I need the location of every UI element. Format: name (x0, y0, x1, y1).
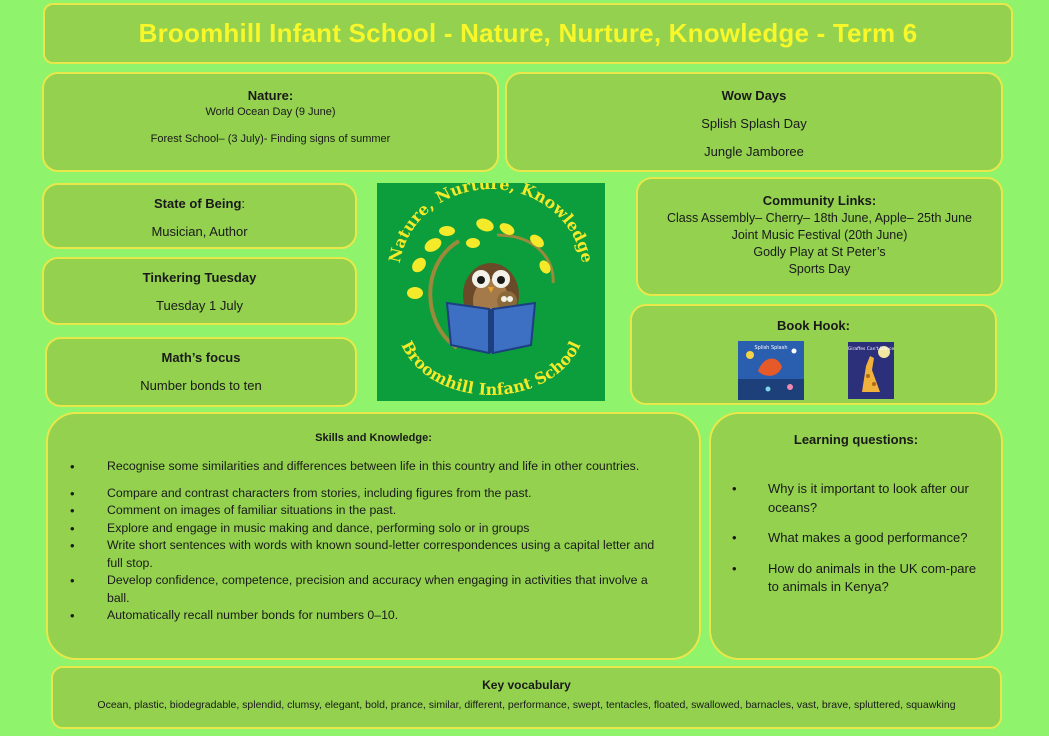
nature-heading: Nature: (247, 88, 294, 103)
nature-item: World Ocean Day (9 June) (205, 106, 336, 118)
svg-text:Splish Splash: Splish Splash (754, 345, 788, 351)
learning-questions-panel (709, 412, 1003, 660)
learning-question-item: • Why is it important to look after our oceans? (711, 480, 1001, 517)
book-hook-heading: Book Hook: (777, 318, 850, 333)
skills-list-item: • Recognise some similarities and differences between life in this country and life in other countries. (48, 458, 699, 476)
community-item: Godly Play at St Peter’s (753, 245, 886, 259)
book-hook-panel (630, 304, 997, 405)
learning-question-item: • What makes a good performance? (711, 529, 1001, 548)
skills-list-item: • Explore and engage in music making and dance, performing solo or in groups (48, 520, 699, 538)
wow-day-item: Splish Splash Day (701, 116, 807, 131)
book-cover-giraffe-icon (848, 342, 894, 399)
skills-list-item: • Automatically recall number bonds for numbers 0–10. (48, 607, 699, 625)
community-item: Sports Day (788, 262, 851, 276)
maths-heading: Math’s focus (161, 350, 241, 365)
community-item: Joint Music Festival (20th June) (731, 228, 908, 242)
community-item: Class Assembly– Cherry– 18th June, Apple– 25th June (666, 211, 973, 225)
wow-days-heading: Wow Days (721, 88, 787, 103)
logo-bottom-text: Broomhill Infant School (397, 337, 585, 400)
skills-knowledge-panel (46, 412, 701, 660)
wow-days-panel (505, 72, 1003, 172)
state-of-being-panel (42, 183, 357, 249)
community-links-panel (636, 177, 1003, 296)
school-logo (377, 183, 605, 401)
title-banner (43, 3, 1013, 64)
tinkering-heading: Tinkering Tuesday (142, 270, 257, 285)
book-cover-ocean-icon (738, 341, 804, 400)
owl-logo-icon (377, 183, 605, 401)
vocabulary-text: Ocean, plastic, biodegradable, splendid, clumsy, elegant, bold, prance, similar, different, performance, swept, tentacles, floated, swallowed, barnacles, vast, brave, spluttered, squawking (97, 699, 956, 711)
page-title: Broomhill Infant School - Nature, Nurture, Knowledge - Term 6 (138, 18, 918, 48)
learning-questions-heading: Learning questions: (793, 432, 919, 447)
vocabulary-heading: Key vocabulary (482, 678, 571, 692)
nature-item: Forest School– (3 July)- Finding signs of summer (150, 133, 391, 145)
skills-list-item: • Write short sentences with words with known sound-letter correspondences using a capital letter and full stop. (48, 537, 699, 572)
state-of-being-heading: State of Being: (153, 196, 246, 211)
wow-day-item: Jungle Jamboree (704, 144, 804, 159)
maths-focus-panel (45, 337, 357, 407)
community-heading: Community Links: (762, 193, 877, 208)
tinkering-tuesday-panel (42, 257, 357, 325)
skills-list-item: • Compare and contrast characters from stories, including figures from the past. (48, 485, 699, 503)
logo-top-text: Nature, Nurture, Knowledge (384, 183, 598, 265)
learning-question-item: • How do animals in the UK com-pare to animals in Kenya? (711, 560, 1001, 597)
learning-questions-list (711, 480, 1001, 597)
maths-value: Number bonds to ten (140, 378, 262, 393)
tinkering-value: Tuesday 1 July (156, 298, 243, 313)
key-vocabulary-panel (51, 666, 1002, 729)
skills-list (48, 458, 699, 625)
nature-panel (42, 72, 499, 172)
skills-heading: Skills and Knowledge: (315, 432, 432, 444)
svg-text:Giraffes Can't Dance: Giraffes Can't Dance (848, 347, 894, 352)
skills-list-item: • Comment on images of familiar situations in the past. (48, 502, 699, 520)
skills-list-item: • Develop confidence, competence, precision and accuracy when engaging in activities that involve a ball. (48, 572, 699, 607)
state-of-being-value: Musician, Author (151, 224, 248, 239)
